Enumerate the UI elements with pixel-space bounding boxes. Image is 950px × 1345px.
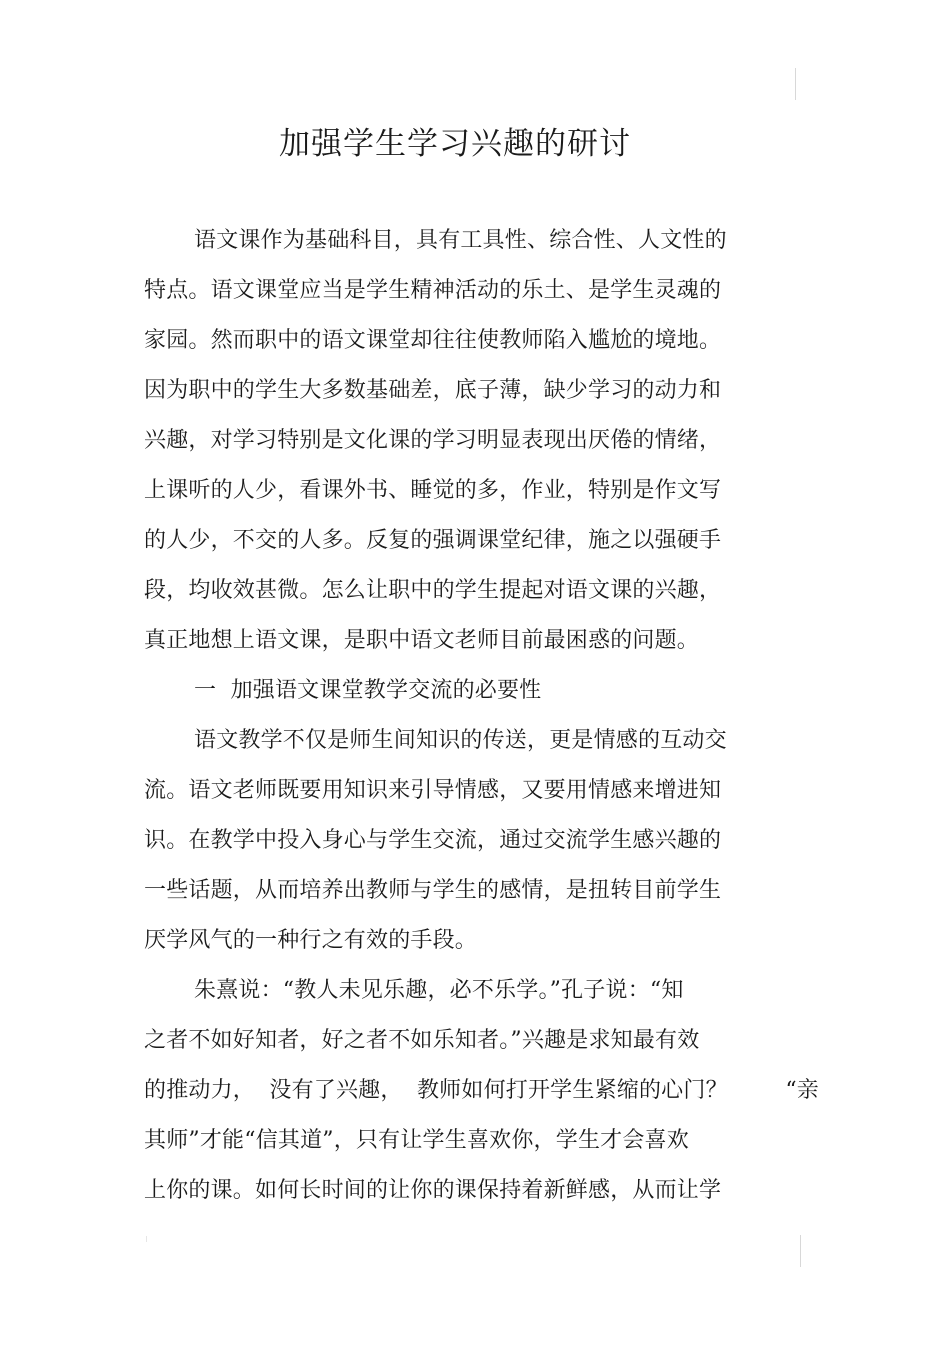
paragraph-line: 语文课作为基础科目，具有工具性、综合性、人文性的	[194, 228, 727, 253]
paragraph-line: 因为职中的学生大多数基础差，底子薄，缺少学习的动力和	[144, 378, 722, 403]
paragraph-line: 真正地想上语文课，是职中语文老师目前最困惑的问题。	[144, 628, 700, 653]
paragraph-line: 特点。语文课堂应当是学生精神活动的乐土、是学生灵魂的	[144, 278, 722, 303]
paragraph-line: 一些话题，从而培养出教师与学生的感情，是扭转目前学生	[144, 878, 722, 903]
paragraph-line: 的人少，不交的人多。反复的强调课堂纪律，施之以强硬手	[144, 528, 722, 553]
paragraph-line: 之者不如好知者，好之者不如乐知者。”兴趣是求知最有效	[144, 1028, 700, 1053]
paragraph-line: 上课听的人少，看课外书、睡觉的多，作业，特别是作文写	[144, 478, 722, 503]
paragraph-line: 其师”才能“信其道”，只有让学生喜欢你，学生才会喜欢	[144, 1128, 689, 1153]
crop-mark-bottom-right	[800, 1235, 801, 1267]
paragraph-line: 流。语文老师既要用知识来引导情感，又要用情感来增进知	[144, 778, 722, 803]
section-heading: 一 加强语文课堂教学交流的必要性	[194, 678, 542, 703]
paragraph-line: 段，均收效甚微。怎么让职中的学生提起对语文课的兴趣，	[144, 578, 722, 603]
document-body	[144, 216, 819, 1216]
paragraph-line: 朱熹说：“教人未见乐趣，必不乐学。”孔子说：“知	[194, 978, 684, 1003]
crop-mark-bottom-left	[146, 1236, 147, 1242]
paragraph-line: 语文教学不仅是师生间知识的传送，更是情感的互动交	[194, 728, 727, 753]
paragraph-line: 家园。然而职中的语文课堂却往往使教师陷入尴尬的境地。	[144, 328, 722, 353]
paragraph-line: 兴趣，对学习特别是文化课的学习明显表现出厌倦的情绪，	[144, 428, 722, 453]
document-title: 加强学生学习兴趣的研讨	[279, 126, 631, 162]
paragraph-line: 的推动力， 没有了兴趣， 教师如何打开学生紧缩的心门？ “亲	[144, 1078, 819, 1103]
paragraph-line: 厌学风气的一种行之有效的手段。	[144, 928, 478, 953]
crop-mark-top-right	[795, 68, 796, 100]
paragraph-line: 识。在教学中投入身心与学生交流，通过交流学生感兴趣的	[144, 828, 722, 853]
paragraph-line: 上你的课。如何长时间的让你的课保持着新鲜感，从而让学	[144, 1178, 722, 1203]
